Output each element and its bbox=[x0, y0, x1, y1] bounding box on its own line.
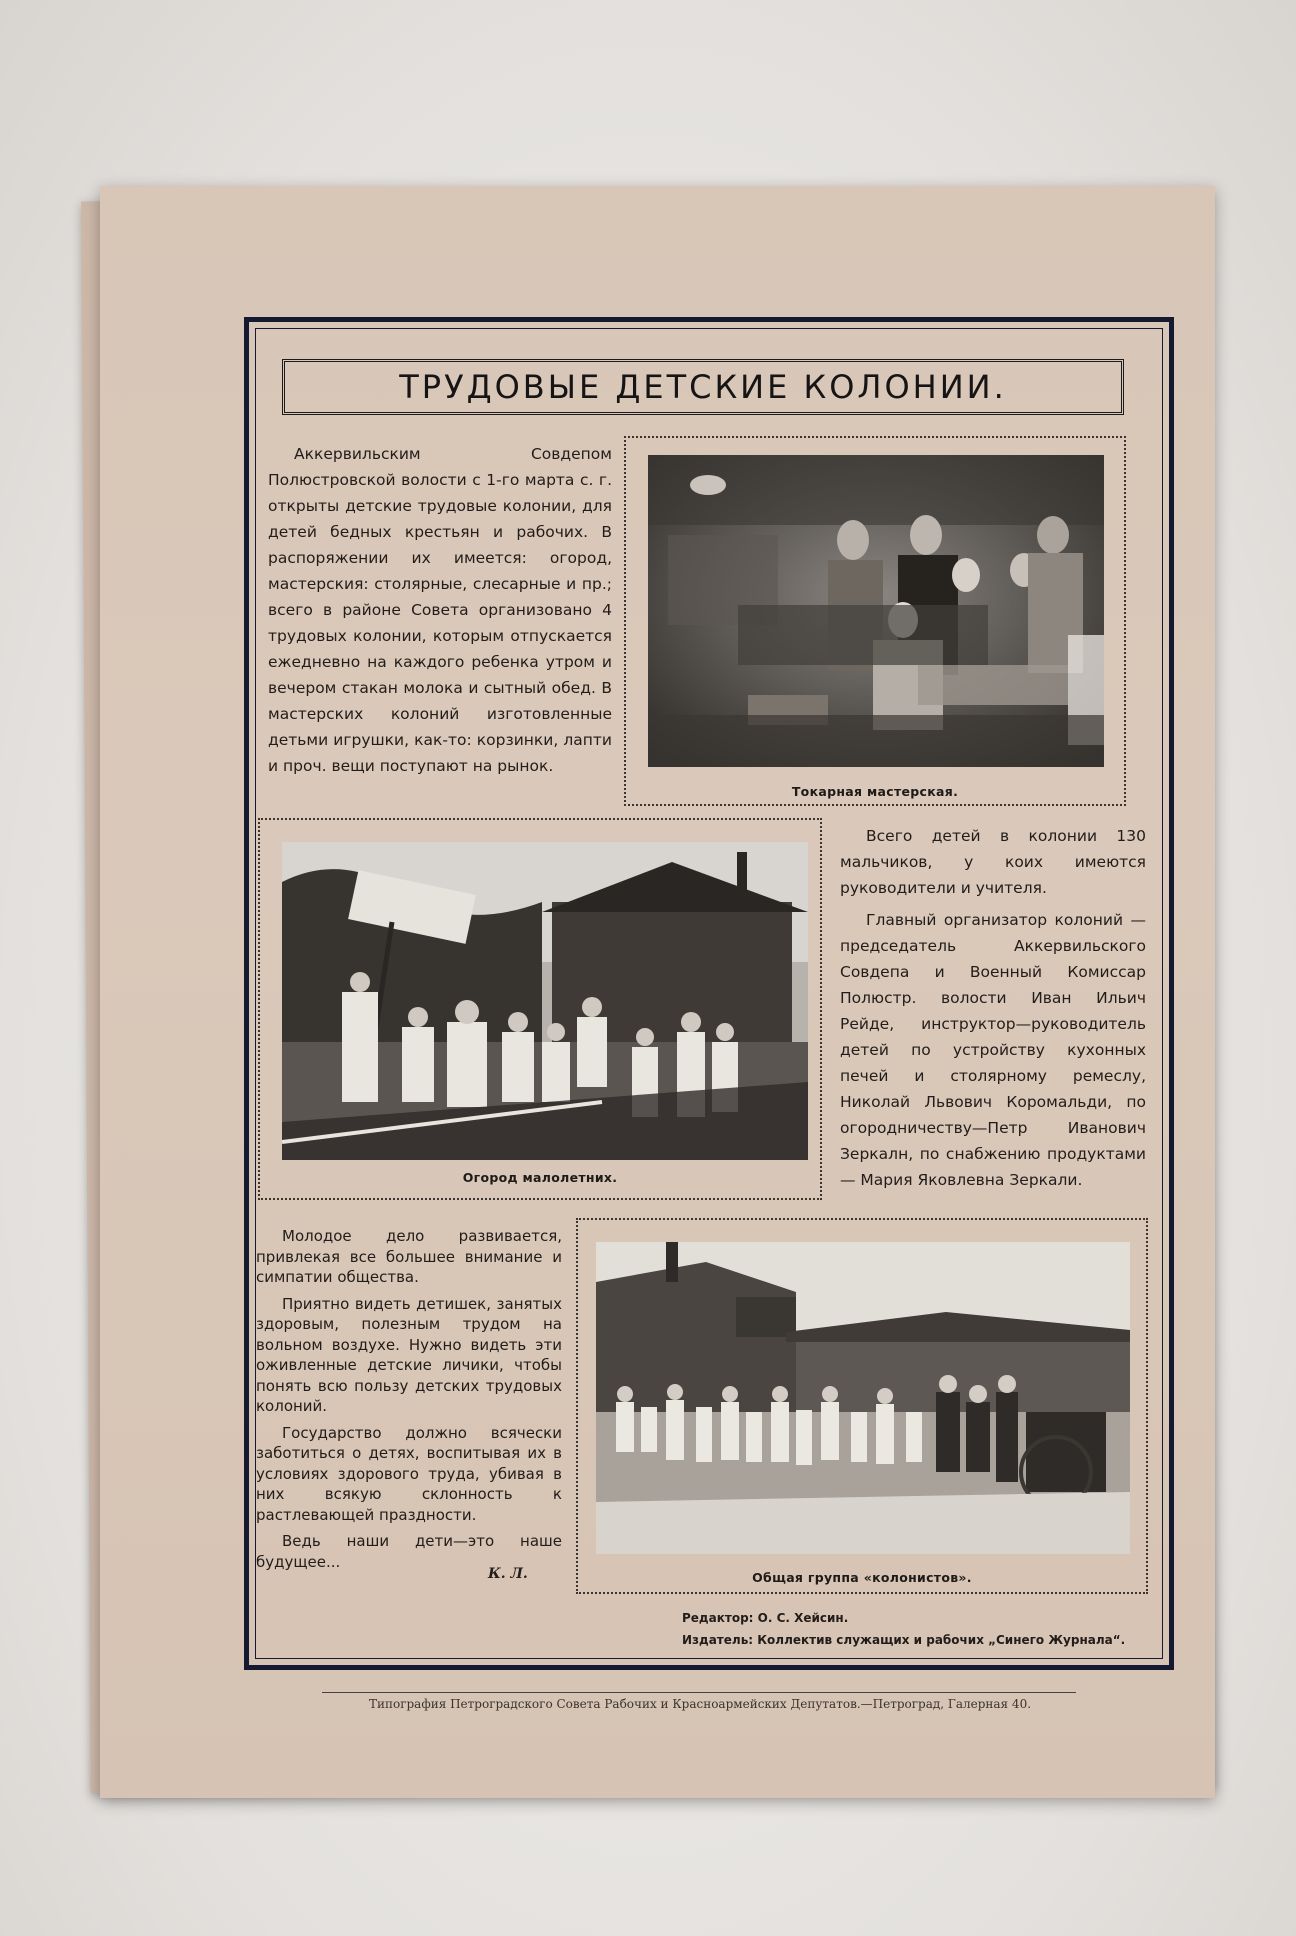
page-title: ТРУДОВЫЕ ДЕТСКИЕ КОЛОНИИ. bbox=[399, 368, 1007, 406]
workshop-photo bbox=[648, 455, 1104, 767]
title-box bbox=[282, 359, 1124, 415]
intro-column bbox=[268, 441, 612, 779]
footer-rule bbox=[322, 1692, 1076, 1693]
closing-paragraph: Государство должно всячески заботиться о детях, воспитывая их в условиях здорового труда, убивая в них всякую склонность к растлевающей праздности. bbox=[256, 1423, 562, 1524]
group-photo bbox=[596, 1242, 1130, 1554]
signature: К. Л. bbox=[488, 1566, 528, 1582]
closing-paragraph: Ведь наши дети—это наше будущее... bbox=[256, 1532, 562, 1571]
printer-footer: Типография Петроградского Совета Рабочих и Красноармейских Депутатов.—Петроград, Галерная 40. bbox=[368, 1697, 1032, 1711]
editor-line: Редактор: О. С. Хейсин. bbox=[682, 1611, 849, 1625]
publisher-line: Издатель: Коллектив служащих и рабочих „Синего Журнала“. bbox=[682, 1633, 1126, 1647]
middle-column bbox=[840, 823, 1146, 1193]
intro-paragraph: Аккервильским Совдепом Полюстровской волости с 1-го марта с. г. открыты детские трудовые колонии, для детей бедных крестьян и рабочих. В распоряжении их имеется: огород, мастерския: столярные, слесарные и пр.; всего в районе Совета организовано 4 трудовых колонии, которым отпускается ежедневно на каждого ребенка утром и вечером стакан молока и сытный обед. В мастерских колоний изготовленные детьми игрушки, как-то: корзинки, лапти и проч. вещи поступают на рынок. bbox=[268, 445, 612, 775]
garden-photo bbox=[282, 842, 808, 1160]
closing-column bbox=[256, 1226, 562, 1572]
garden-caption: Огород малолетних. bbox=[462, 1170, 618, 1185]
middle-paragraph: Главный организатор колоний — председатель Аккервильского Совдепа и Военный Комиссар Полюстр. волости Иван Ильич Рейде, инструктор—руководитель детей по устройству кухонных печей и столярному ремеслу, Николай Львович Коромальди, по огородничеству—Петр Иванович Зеркалн, по снабжению продуктами — Мария Яковлевна Зеркали. bbox=[840, 911, 1146, 1189]
closing-paragraph: Приятно видеть детишек, занятых здоровым, полезным трудом на вольном воздухе. Нужно видеть эти оживленные детские личики, чтобы понять всю пользу детских трудовых колоний. bbox=[256, 1294, 562, 1415]
workshop-caption: Токарная мастерская. bbox=[791, 784, 959, 799]
closing-paragraph: Молодое дело развивается, привлекая все большее внимание и симпатии общества. bbox=[256, 1227, 562, 1286]
group-caption: Общая группа «колонистов». bbox=[752, 1570, 972, 1585]
middle-paragraph: Всего детей в колонии 130 мальчиков, у коих имеются руководители и учителя. bbox=[840, 827, 1146, 897]
